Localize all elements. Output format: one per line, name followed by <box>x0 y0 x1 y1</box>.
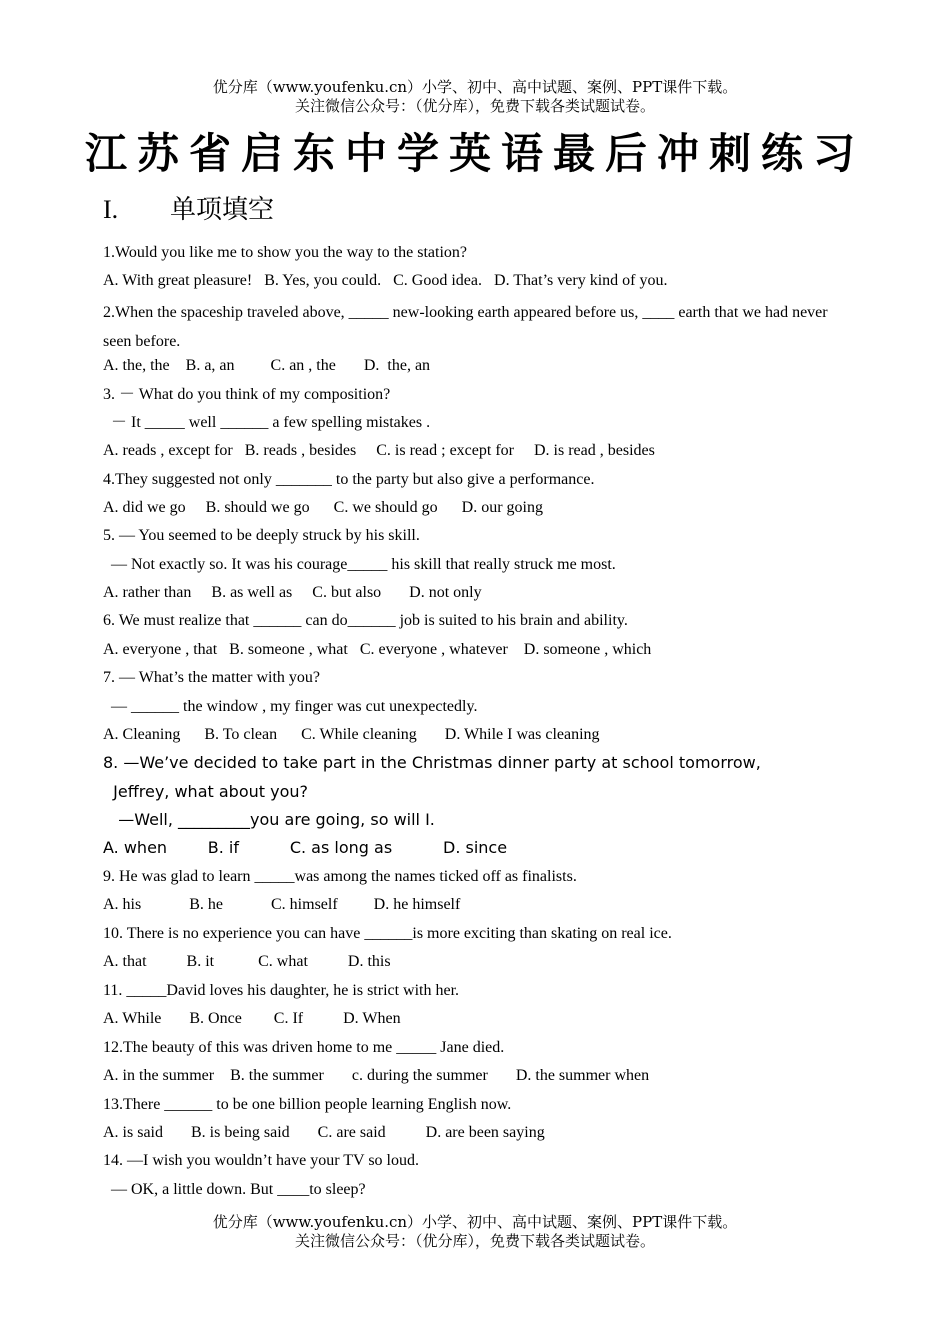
question-line: 5. — You seemed to be deeply struck by his skill. <box>103 527 420 544</box>
option-line: A. in the summer B. the summer c. during the summer D. the summer when <box>103 1067 650 1084</box>
section-title: 单项填空 <box>170 195 275 224</box>
question-line: — OK, a little down. But ____to sleep? <box>103 1181 366 1198</box>
question-line: 13.There ______ to be one billion people learning English now. <box>103 1096 512 1113</box>
question-line: 6. We must realize that ______ can do______ job is suited to his brain and ability. <box>103 612 628 629</box>
question-line: — ______ the window , my finger was cut unexpectedly. <box>103 698 478 715</box>
option-line: A. that B. it C. what D. this <box>103 953 391 970</box>
section-heading <box>103 192 274 228</box>
question-line: 10. There is no experience you can have ______is more exciting than skating on real ice. <box>103 925 672 942</box>
section-number: I. <box>103 195 119 224</box>
footer-line-1: 优分库（www.youfenku.cn）小学、初中、高中试题、案例、PPT课件下载。 <box>212 1213 738 1231</box>
question-line: 7. — What’s the matter with you? <box>103 669 320 686</box>
option-line: A. everyone , that B. someone , what C. everyone , whatever D. someone , which <box>103 641 652 658</box>
option-line: A. did we go B. should we go C. we should go D. our going <box>103 499 543 516</box>
question-line: 3. － What do you think of my composition? <box>103 386 391 403</box>
question-line: 4.They suggested not only _______ to the party but also give a performance. <box>103 471 595 488</box>
option-line: A. his B. he C. himself D. he himself <box>103 896 461 913</box>
option-line: A. when B. if C. as long as D. since <box>103 838 508 857</box>
option-line: A. With great pleasure! B. Yes, you could. C. Good idea. D. That’s very kind of you. <box>103 272 668 289</box>
question-line: 2.When the spaceship traveled above, _____ new-looking earth appeared before us, ____ earth that we had never seen before. <box>103 304 828 350</box>
option-line: A. reads , except for B. reads , besides C. is read ; except for D. is read , besides <box>103 442 655 459</box>
footer-line-2: 关注微信公众号：（优分库），免费下载各类试题试卷。 <box>294 1232 655 1250</box>
question-line: 8. —We’ve decided to take part in the Christmas dinner party at school tomorrow, <box>103 753 761 772</box>
question-line: － It _____ well ______ a few spelling mistakes . <box>103 414 431 431</box>
option-line: A. is said B. is being said C. are said D. are been saying <box>103 1124 545 1141</box>
option-line: A. While B. Once C. If D. When <box>103 1010 401 1027</box>
page-footer <box>0 1213 950 1251</box>
question-line: —Well, _________you are going, so will I. <box>103 810 435 829</box>
question-line: Jeffrey, what about you? <box>103 782 308 801</box>
question-line: 1.Would you like me to show you the way to the station? <box>103 244 467 261</box>
option-line: A. the, the B. a, an C. an , the D. the, an <box>103 357 431 374</box>
question-line: — Not exactly so. It was his courage_____ his skill that really struck me most. <box>103 556 616 573</box>
document-title: 江苏省启东中学英语最后冲刺练习 <box>84 129 865 178</box>
question-line: 14. —I wish you wouldn’t have your TV so loud. <box>103 1152 419 1169</box>
option-line: A. Cleaning B. To clean C. While cleaning D. While I was cleaning <box>103 726 600 743</box>
header-line-1: 优分库（www.youfenku.cn）小学、初中、高中试题、案例、PPT课件下载。 <box>212 78 738 96</box>
question-line: 12.The beauty of this was driven home to me _____ Jane died. <box>103 1039 505 1056</box>
header-line-2: 关注微信公众号：（优分库），免费下载各类试题试卷。 <box>294 97 655 115</box>
question-line: 11. _____David loves his daughter, he is strict with her. <box>103 982 460 999</box>
option-line: A. rather than B. as well as C. but also D. not only <box>103 584 482 601</box>
question-line: 9. He was glad to learn _____was among the names ticked off as finalists. <box>103 868 577 885</box>
page-header <box>0 78 950 116</box>
